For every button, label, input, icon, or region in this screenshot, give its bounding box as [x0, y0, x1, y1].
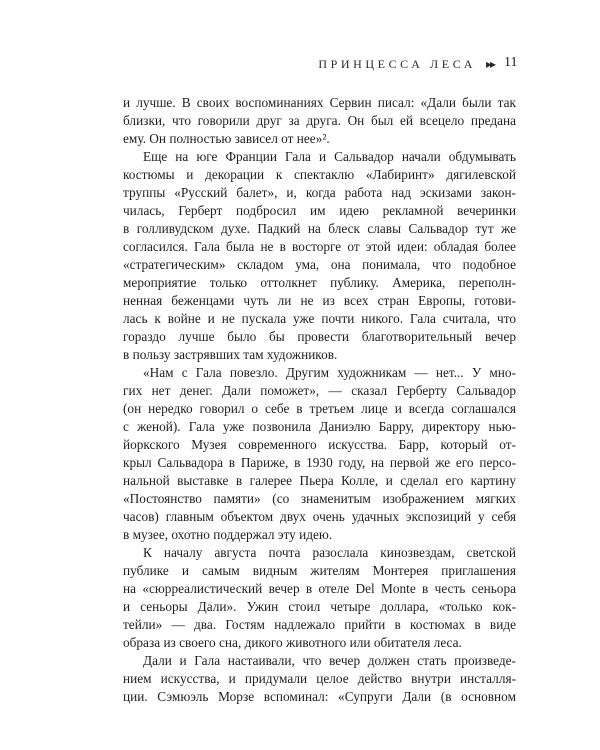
text-line: на «сюрреалистический вечер в отеле Del Monte в честь сеньора — [123, 581, 516, 596]
text-line: (он нередко говорил о себе в третьем лице и всегда соглашался — [123, 401, 516, 416]
text-line: в пользу застрявших там художников. — [123, 347, 338, 362]
text-line: и сеньоры Дали». Ужин стоил четыре доллара, «только кок- — [123, 599, 516, 614]
text-line: ему. Он полностью зависел от нее»². — [123, 131, 330, 146]
text-line: тейли» — два. Гостям надлежало прийти в костюмах в виде — [123, 617, 516, 632]
text-line: «Нам с Гала повезло. Другим художникам — нет... У мно- — [143, 365, 516, 380]
text-line: образа из своего сна, дикого животного или обитателя леса. — [123, 635, 462, 650]
text-line: публике и самым видным жителям Монтерея приглашения — [123, 563, 516, 578]
text-line: К началу августа почта разослала кинозвездам, светской — [143, 545, 516, 560]
text-line: ненная беженцами чуть ли не из всех стран Европы, готови- — [123, 293, 516, 308]
text-line: мероприятие только оттолкнет публику. Америка, переполн- — [123, 275, 516, 290]
text-line: в голливудском духе. Падкий на блеск славы Сальвадор тут же — [123, 221, 516, 236]
running-header-title: ПРИНЦЕССА ЛЕСА — [318, 57, 476, 71]
text-line: в музее, охотно поддержал эту идею. — [123, 527, 333, 542]
text-line: труппы «Русский балет», и, когда работа над эскизами закон- — [123, 185, 516, 200]
text-line: костюмы и декорации к спектаклю «Лабиринт» дягилевской — [123, 167, 516, 182]
text-line: крыл Сальвадора в Париже, в 1930 году, на первой же его персо- — [123, 455, 516, 470]
text-line: и лучше. В своих воспоминаниях Сервин писал: «Дали были так — [123, 95, 516, 110]
text-line: гораздо лучше было бы провести благотворительный вечер — [123, 329, 516, 344]
page-number: 11 — [504, 55, 518, 70]
text-line: часов) главным объектом двух очень удачных экспозиций у себя — [123, 509, 516, 524]
text-line: лась к войне и не пускала уже почти никого. Гала считала, что — [123, 311, 516, 326]
text-line: гих нет денег. Дали поможет», — сказал Герберту Сальвадор — [123, 383, 516, 398]
text-line: Еще на юге Франции Гала и Сальвадор начали обдумывать — [143, 149, 516, 164]
text-line: согласился. Гала была не в восторге от этой идеи: обладая более — [123, 239, 516, 254]
text-line: йоркского Музея современного искусства. Барр, который от- — [123, 437, 516, 452]
text-line: Дали и Гала настаивали, что вечер должен стать произведе- — [143, 653, 516, 668]
text-line: «стратегическим» складом ума, она понимала, что подобное — [123, 257, 516, 272]
text-line: ции. Сэмюэль Морзе вспоминал: «Супруги Дали (в основном — [123, 689, 516, 704]
arrow-ornament-icon: ▸▸ — [486, 57, 495, 71]
text-line: нием искусства, и придумали целое действо внутри инсталля- — [123, 671, 516, 686]
text-line: близки, что говорили друг за друга. Он был ей всецело предана — [123, 113, 516, 128]
text-line: «Постоянство памяти» (со знаменитым изображением мягких — [123, 491, 516, 506]
text-line: чилась, Герберт подбросил им идею рекламной вечеринки — [123, 203, 516, 218]
text-line: нальной выставке в галерее Пьера Колле, и сделал его картину — [123, 473, 516, 488]
text-line: с женой). Гала уже позвонила Даниэлю Барру, директору нью- — [123, 419, 516, 434]
